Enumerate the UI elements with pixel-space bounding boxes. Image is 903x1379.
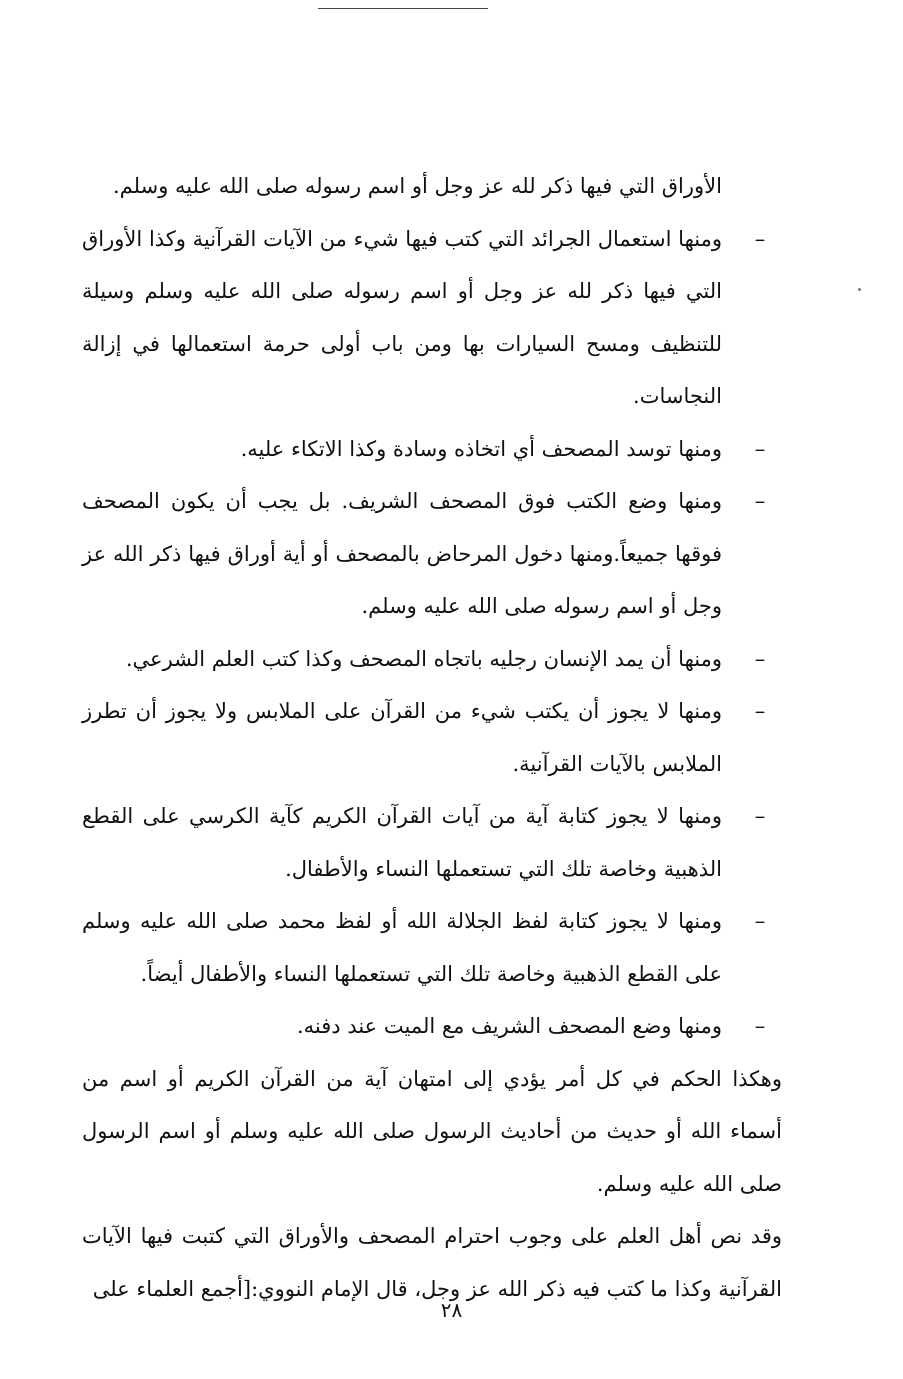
paragraph: وهكذا الحكم في كل أمر يؤدي إلى امتهان آية من القرآن الكريم أو اسم من أسماء الله أو حديث من أحاديث الرسول صلى الله عليه وسلم أو اسم الرسول صلى الله عليه وسلم. bbox=[82, 1066, 782, 1196]
page-body bbox=[82, 160, 782, 1315]
paragraph: وقد نص أهل العلم على وجوب احترام المصحف والأوراق التي كتبت فيها الآيات القرآنية وكذا ما كتب فيه ذكر الله عز وجل، قال الإمام النووي:[أجمع العلماء على bbox=[82, 1224, 782, 1301]
bullet-item bbox=[82, 895, 782, 1000]
bullet-text: ومنها أن يمد الإنسان رجليه باتجاه المصحف وكذا كتب العلم الشرعي. bbox=[125, 646, 722, 671]
bullet-item bbox=[82, 423, 782, 476]
bullet-dash: – bbox=[754, 1014, 766, 1038]
continued-text: الأوراق التي فيها ذكر لله عز وجل أو اسم رسوله صلى الله عليه وسلم. bbox=[113, 174, 722, 198]
page-number: ٢٨ bbox=[440, 1298, 463, 1322]
bullet-dash: – bbox=[754, 804, 766, 828]
bullet-text: ومنها وضع الكتب فوق المصحف الشريف. بل يجب أن يكون المصحف فوقها جميعاً.ومنها دخول المرحاض بالمصحف أو أية أوراق فيها ذكر الله عز وجل أو اسم رسوله صلى الله عليه وسلم. bbox=[82, 489, 722, 618]
margin-mark bbox=[858, 288, 861, 291]
bullet-dash: – bbox=[754, 699, 766, 723]
bullet-dash: – bbox=[754, 226, 766, 251]
bullet-item bbox=[82, 1000, 782, 1053]
bullet-dash: – bbox=[754, 489, 766, 513]
bullet-item bbox=[82, 213, 782, 423]
bullet-text: ومنها توسد المصحف أي اتخاذه وسادة وكذا الاتكاء عليه. bbox=[240, 436, 722, 461]
bullet-dash: – bbox=[754, 436, 766, 461]
bullet-item bbox=[82, 790, 782, 895]
bullet-text: ومنها وضع المصحف الشريف مع الميت عند دفنه. bbox=[296, 1014, 722, 1038]
bullet-dash: – bbox=[754, 909, 766, 933]
bullet-item bbox=[82, 633, 782, 686]
bullet-text: ومنها لا يجوز أن يكتب شيء من القرآن على الملابس ولا يجوز أن تطرز الملابس بالآيات القرآنية. bbox=[82, 699, 722, 776]
bullet-dash: – bbox=[754, 646, 766, 671]
top-rule bbox=[318, 8, 488, 9]
bullet-list bbox=[82, 213, 782, 1053]
bullet-item bbox=[82, 685, 782, 790]
bullet-text: ومنها لا يجوز كتابة آية من آيات القرآن الكريم كآية الكرسي على القطع الذهبية وخاصة تلك التي تستعملها النساء والأطفال. bbox=[82, 804, 722, 881]
bullet-text: ومنها لا يجوز كتابة لفظ الجلالة الله أو لفظ محمد صلى الله عليه وسلم على القطع الذهبية وخاصة تلك التي تستعملها النساء والأطفال أيضاً. bbox=[82, 909, 722, 986]
bullet-item bbox=[82, 475, 782, 633]
bullet-text: ومنها استعمال الجرائد التي كتب فيها شيء من الآيات القرآنية وكذا الأوراق التي فيها ذكر لله عز وجل أو اسم رسوله صلى الله عليه وسلم وسيلة للتنظيف ومسح السيارات بها ومن باب أولى حرمة استعمالها في إزالة النجاسات. bbox=[82, 226, 722, 408]
